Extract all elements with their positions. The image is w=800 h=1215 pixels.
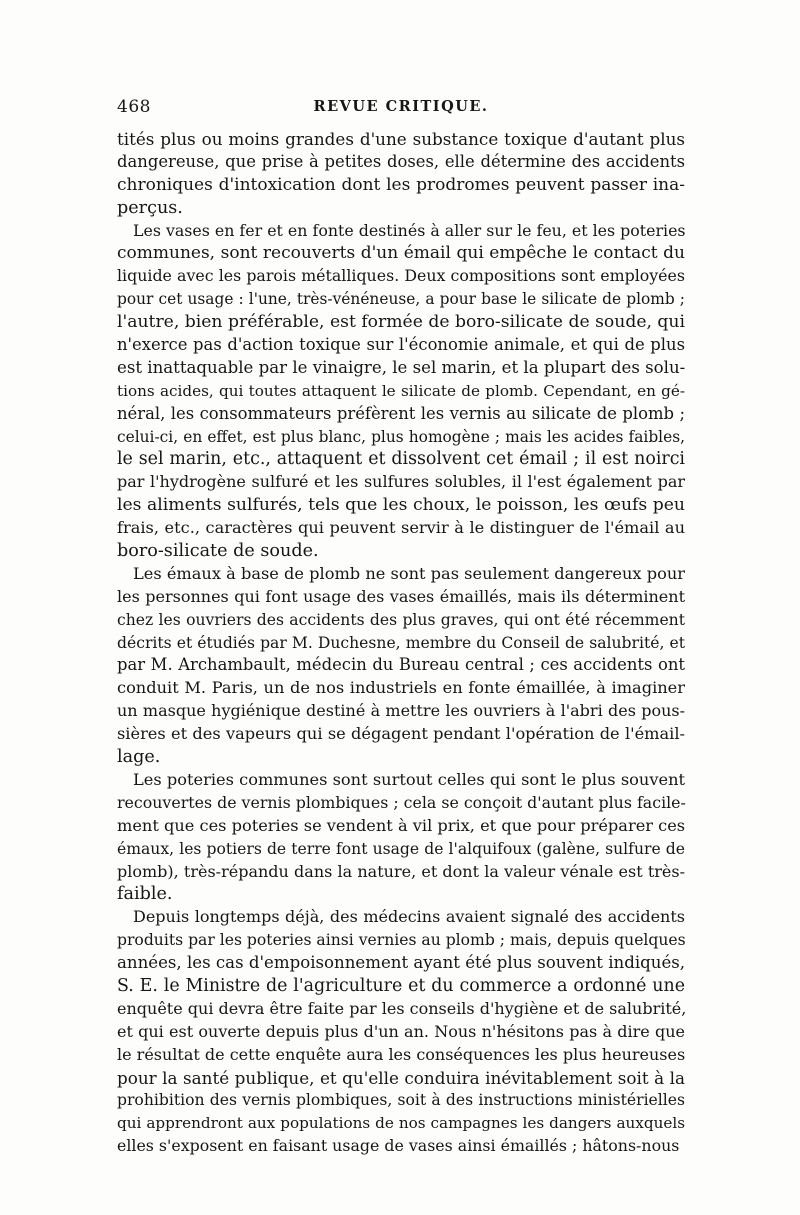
paragraph xyxy=(117,128,685,220)
text-line: sières et des vapeurs qui se dégagent pendant l'opération de l'émail- xyxy=(117,724,685,744)
text-line: décrits et étudiés par M. Duchesne, membre du Conseil de salubrité, et xyxy=(117,633,685,652)
text-line: enquête qui devra être faite par les conseils d'hygiène et de salubrité, xyxy=(117,998,687,1018)
body-text xyxy=(117,128,685,1158)
running-title: REVUE CRITIQUE. xyxy=(313,98,489,115)
text-line: chez les ouvriers des accidents des plus graves, qui ont été récemment xyxy=(117,610,685,629)
text-line: tions acides, qui toutes attaquent le silicate de plomb. Cependant, en gé- xyxy=(117,381,685,400)
paragraph xyxy=(117,906,685,1158)
text-line: est inattaquable par le vinaigre, le sel marin, et la plupart des solu- xyxy=(117,357,686,377)
text-line: faible. xyxy=(117,884,173,905)
text-line: conduit M. Paris, un de nos industriels en fonte émaillée, à imaginer xyxy=(117,678,685,698)
text-line: le résultat de cette enquête aura les conséquences les plus heureuses xyxy=(117,1044,686,1064)
text-line: années, les cas d'empoisonnement ayant été plus souvent indiqués, xyxy=(117,953,686,973)
text-line: recouvertes de vernis plombiques ; cela se conçoit d'autant plus facile- xyxy=(117,792,686,812)
text-line: par M. Archambault, médecin du Bureau central ; ces accidents ont xyxy=(117,655,685,675)
text-line: S. E. le Ministre de l'agriculture et du commerce a ordonné une xyxy=(117,975,685,996)
text-line: Les poteries communes sont surtout celles qui sont le plus souvent xyxy=(133,769,685,789)
text-line: par l'hydrogène sulfuré et les sulfures solubles, il l'est également par xyxy=(117,472,685,492)
text-line: le sel marin, etc., attaquent et dissolvent cet émail ; il est noirci xyxy=(117,449,685,470)
text-line: néral, les consommateurs préfèrent les vernis au silicate de plomb ; xyxy=(117,403,685,423)
text-line: elles s'exposent en faisant usage de vases ainsi émaillés ; hâtons-nous xyxy=(117,1136,680,1156)
paragraph xyxy=(117,220,685,563)
text-line: perçus. xyxy=(117,197,183,218)
page-header xyxy=(117,97,685,123)
text-line: pour la santé publique, et qu'elle conduira inévitablement soit à la xyxy=(117,1067,685,1088)
text-line: les personnes qui font usage des vases émaillés, mais ils déterminent xyxy=(117,586,685,606)
page-number: 468 xyxy=(117,97,151,117)
text-line: Les émaux à base de plomb ne sont pas seulement dangereux pour xyxy=(133,563,685,583)
text-line: un masque hygiénique destiné à mettre les ouvriers à l'abri des pous- xyxy=(117,701,685,721)
text-line: dangereuse, que prise à petites doses, elle détermine des accidents xyxy=(117,151,685,171)
text-line: boro-silicate de soude. xyxy=(117,541,319,562)
paragraph xyxy=(117,563,685,769)
paragraph xyxy=(117,769,685,906)
text-line: frais, etc., caractères qui peuvent servir à le distinguer de l'émail au xyxy=(117,518,685,538)
text-line: Depuis longtemps déjà, des médecins avaient signalé des accidents xyxy=(133,907,685,927)
text-line: Les vases en fer et en fonte destinés à aller sur le feu, et les poteries xyxy=(133,220,686,240)
text-line: liquide avec les parois métalliques. Deux compositions sont employées xyxy=(117,266,685,286)
text-line: prohibition des vernis plombiques, soit à des instructions ministérielles xyxy=(117,1091,685,1110)
text-line: l'autre, bien préférable, est formée de boro-silicate de soude, qui xyxy=(117,312,685,333)
text-line: plomb), très-répandu dans la nature, et dont la valeur vénale est très- xyxy=(117,861,685,881)
text-line: celui-ci, en effet, est plus blanc, plus homogène ; mais les acides faibles, xyxy=(117,427,685,446)
text-line: communes, sont recouverts d'un émail qui empêche le contact du xyxy=(117,243,685,264)
text-line: produits par les poteries ainsi vernies au plomb ; mais, depuis quelques xyxy=(117,931,686,950)
text-line: tités plus ou moins grandes d'une substance toxique d'autant plus xyxy=(117,129,685,149)
text-line: les aliments sulfurés, tels que les choux, le poisson, les œufs peu xyxy=(117,495,685,516)
text-line: lage. xyxy=(117,747,161,768)
text-line: ment que ces poteries se vendent à vil prix, et que pour préparer ces xyxy=(117,815,686,835)
text-line: et qui est ouverte depuis plus d'un an. Nous n'hésitons pas à dire que xyxy=(117,1021,685,1041)
text-line: n'exerce pas d'action toxique sur l'économie animale, et qui de plus xyxy=(117,335,685,355)
text-line: émaux, les potiers de terre font usage de l'alquifoux (galène, sulfure de xyxy=(117,839,685,858)
text-line: qui apprendront aux populations de nos campagnes les dangers auxquels xyxy=(117,1114,685,1133)
text-line: pour cet usage : l'une, très-vénéneuse, a pour base le silicate de plomb ; xyxy=(117,290,685,309)
text-line: chroniques d'intoxication dont les prodromes peuvent passer ina- xyxy=(117,174,685,195)
